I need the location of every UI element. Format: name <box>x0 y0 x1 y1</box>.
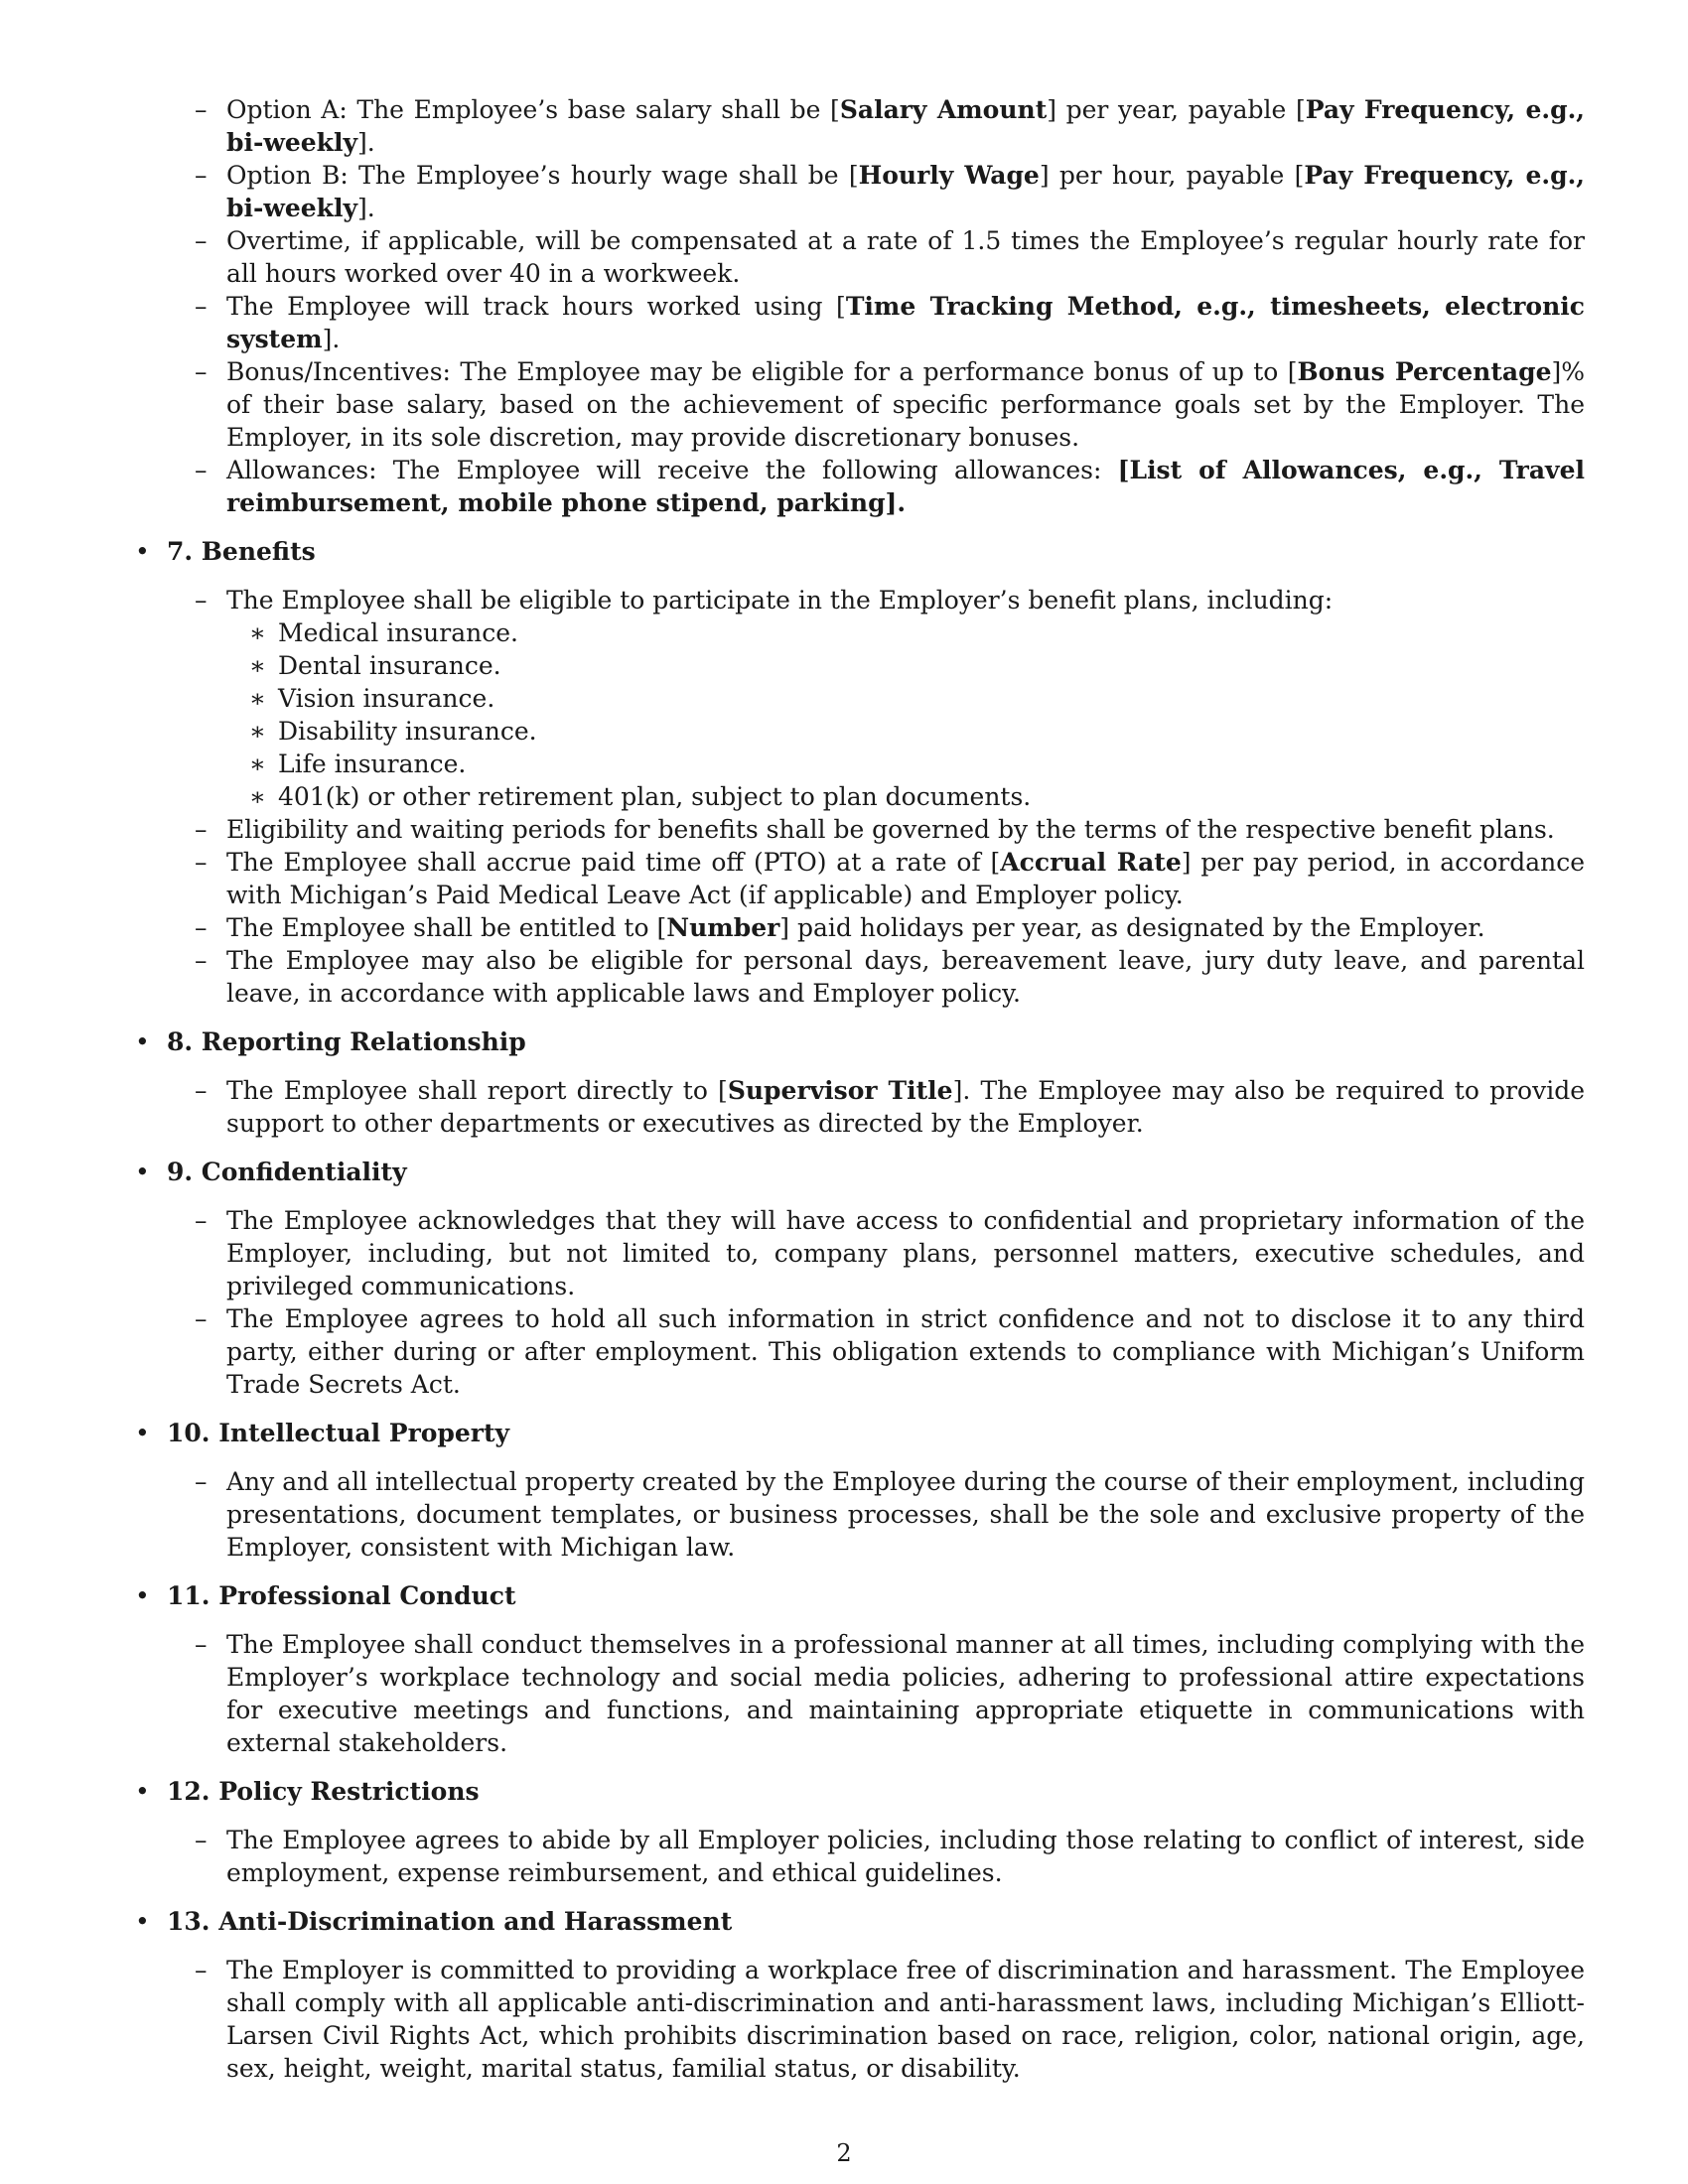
bonus-clause: – Bonus/Incentives: The Employee may be eligible for a performance bonus of up to [Bonus Percentage]% of their base salary, based on the achievement of specific performance goals set by the Employer. The Employer, in its sole discretion, may provide discretionary bonuses. <box>133 355 1585 454</box>
benefits-intro: – The Employee shall be eligible to participate in the Employer’s benefit plans, including: <box>133 584 1585 616</box>
reporting-clause: – The Employee shall report directly to [Supervisor Title]. The Employee may also be required to provide support to other departments or executives as directed by the Employer. <box>133 1074 1585 1140</box>
section-heading-professional-conduct: • 11. Professional Conduct <box>133 1579 1585 1612</box>
holidays-clause: – The Employee shall be entitled to [Number] paid holidays per year, as designated by the Employer. <box>133 911 1585 944</box>
benefit-plan-item: ∗ Life insurance. <box>133 748 1585 780</box>
hourly-wage-placeholder: Hourly Wage <box>858 161 1040 190</box>
professional-conduct-clause: – The Employee shall conduct themselves in a professional manner at all times, including complying with the Employer’s workplace technology and social media policies, adhering to professional attire expectations for executive meetings and functions, and maintaining appropriate etiquette in communications with external stakeholders. <box>133 1628 1585 1759</box>
confidentiality-clause: – The Employee acknowledges that they will have access to confidential and proprietary information of the Employer, including, but not limited to, company plans, personnel matters, executive schedules, and privileged communications. <box>133 1204 1585 1302</box>
section-heading-policy-restrictions: • 12. Policy Restrictions <box>133 1775 1585 1808</box>
wage-option-b: – Option B: The Employee’s hourly wage shall be [Hourly Wage] per hour, payable [Pay Frequency, e.g., bi-weekly]. <box>133 159 1585 224</box>
benefit-plan-item: ∗ Vision insurance. <box>133 682 1585 715</box>
allowances-placeholder: [List of Allowances, e.g., Travel reimbursement, mobile phone stipend, parking]. <box>226 456 1585 517</box>
document-page <box>133 93 1585 2085</box>
overtime-clause: – Overtime, if applicable, will be compensated at a rate of 1.5 times the Employee’s regular hourly rate for all hours worked over 40 in a workweek. <box>133 224 1585 290</box>
section-heading-intellectual-property: • 10. Intellectual Property <box>133 1417 1585 1449</box>
section-heading-confidentiality: • 9. Confidentiality <box>133 1156 1585 1188</box>
benefit-plan-item: ∗ Disability insurance. <box>133 715 1585 748</box>
accrual-rate-placeholder: Accrual Rate <box>1000 848 1182 877</box>
allowances-clause: – Allowances: The Employee will receive the following allowances: [List of Allowances, e.g., Travel reimbursement, mobile phone stipend, parking]. <box>133 454 1585 519</box>
salary-option-a: – Option A: The Employee’s base salary shall be [Salary Amount] per year, payable [Pay Frequency, e.g., bi-weekly]. <box>133 93 1585 159</box>
page-number: 2 <box>836 2139 852 2167</box>
salary-amount-placeholder: Salary Amount <box>839 95 1048 124</box>
time-tracking-placeholder: Time Tracking Method, e.g., timesheets, electronic system <box>226 292 1585 353</box>
pay-frequency-placeholder: Pay Frequency, e.g., bi-weekly <box>226 161 1585 222</box>
section-heading-anti-discrimination: • 13. Anti-Discrimination and Harassment <box>133 1905 1585 1938</box>
bonus-percentage-placeholder: Bonus Percentage <box>1297 357 1552 386</box>
policy-restrictions-clause: – The Employee agrees to abide by all Employer policies, including those relating to conflict of interest, side employment, expense reimbursement, and ethical guidelines. <box>133 1824 1585 1889</box>
anti-discrimination-clause: – The Employer is committed to providing a workplace free of discrimination and harassment. The Employee shall comply with all applicable anti-discrimination and anti-harassment laws, including Michigan’s Elliott-Larsen Civil Rights Act, which prohibits discrimination based on race, religion, color, national origin, age, sex, height, weight, marital status, familial status, or disability. <box>133 1954 1585 2085</box>
section-heading-benefits: • 7. Benefits <box>133 535 1585 568</box>
section-heading-reporting: • 8. Reporting Relationship <box>133 1025 1585 1058</box>
pay-frequency-placeholder: Pay Frequency, e.g., bi-weekly <box>226 95 1585 157</box>
benefit-plan-item: ∗ Dental insurance. <box>133 649 1585 682</box>
intellectual-property-clause: – Any and all intellectual property created by the Employee during the course of their employment, including presentations, document templates, or business processes, shall be the sole and exclusive property of the Employer, consistent with Michigan law. <box>133 1465 1585 1564</box>
leave-clause: – The Employee may also be eligible for personal days, bereavement leave, jury duty leave, and parental leave, in accordance with applicable laws and Employer policy. <box>133 944 1585 1010</box>
eligibility-clause: – Eligibility and waiting periods for benefits shall be governed by the terms of the respective benefit plans. <box>133 813 1585 846</box>
supervisor-title-placeholder: Supervisor Title <box>727 1076 953 1105</box>
benefit-plan-item: ∗ Medical insurance. <box>133 616 1585 649</box>
confidentiality-clause: – The Employee agrees to hold all such information in strict confidence and not to disclose it to any third party, either during or after employment. This obligation extends to compliance with Michigan’s Uniform Trade Secrets Act. <box>133 1302 1585 1401</box>
pto-clause: – The Employee shall accrue paid time off (PTO) at a rate of [Accrual Rate] per pay period, in accordance with Michigan’s Paid Medical Leave Act (if applicable) and Employer policy. <box>133 846 1585 911</box>
number-placeholder: Number <box>666 913 780 942</box>
time-tracking-clause: – The Employee will track hours worked using [Time Tracking Method, e.g., timesheets, electronic system]. <box>133 290 1585 355</box>
benefit-plan-item: ∗ 401(k) or other retirement plan, subject to plan documents. <box>133 780 1585 813</box>
